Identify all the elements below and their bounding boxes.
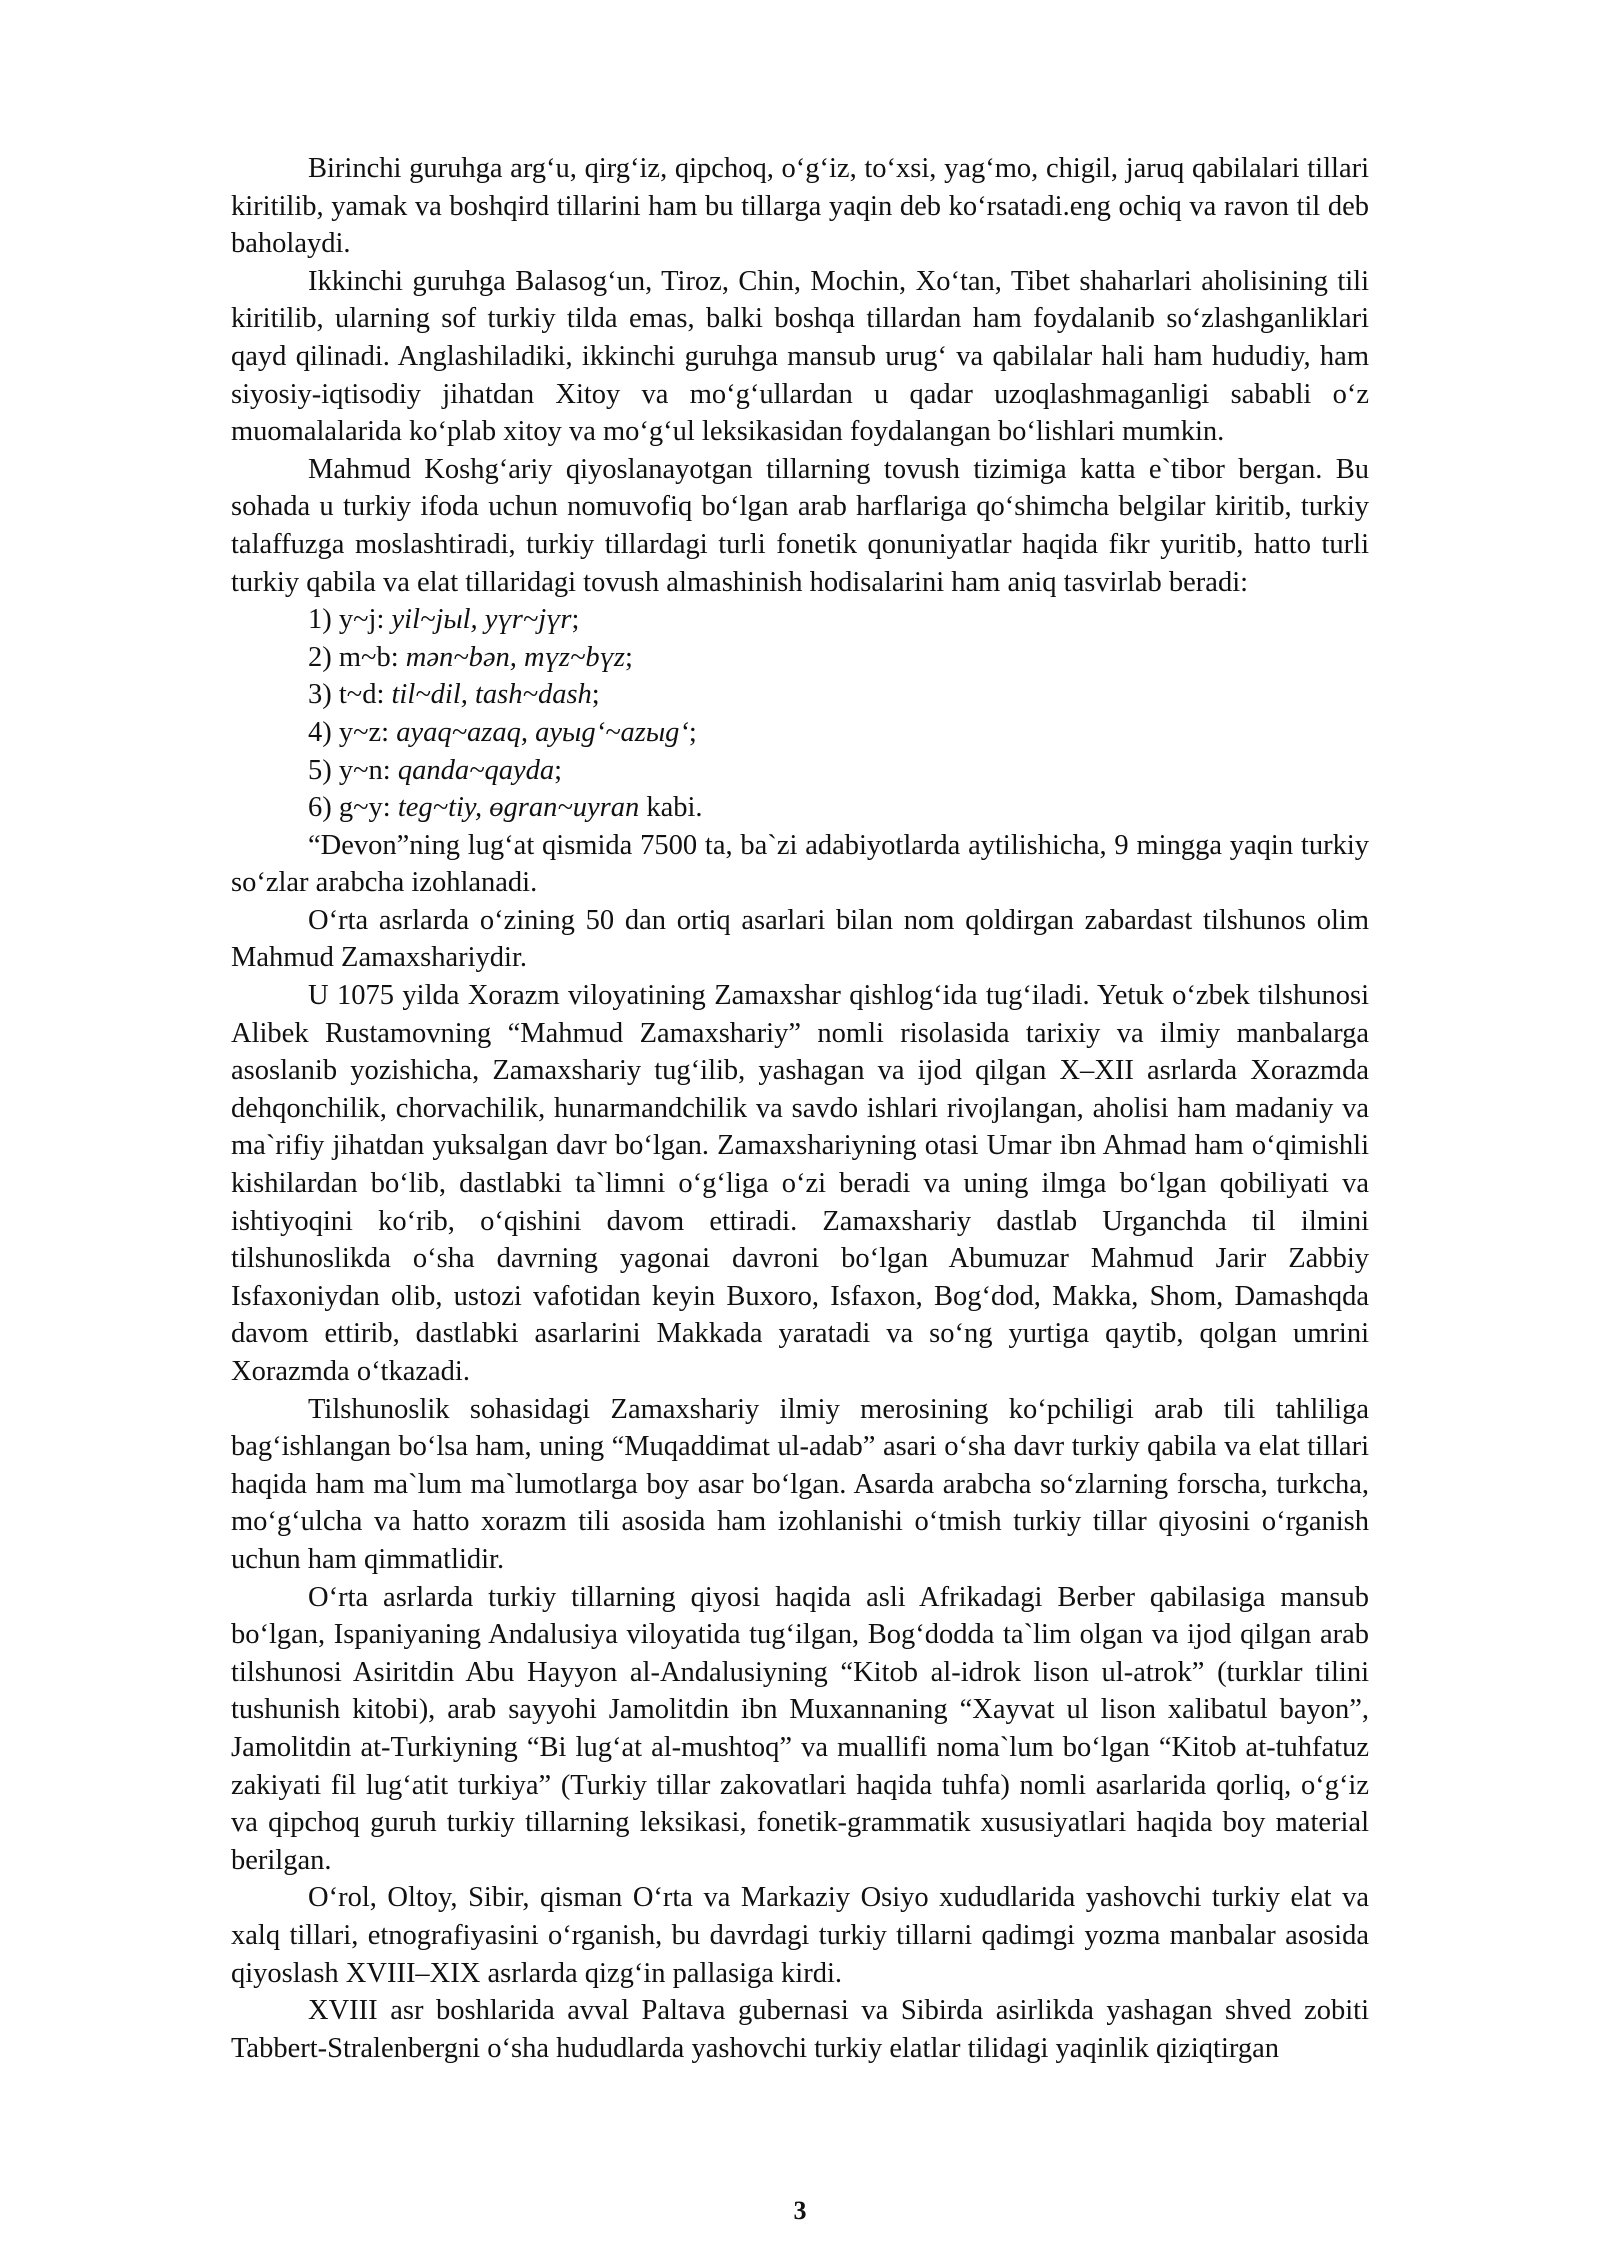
paragraph: Ikkinchi guruhga Balasog‘un, Tiroz, Chin, Mochin, Xo‘tan, Tibet shaharlari aholisining tili kiritilib, ularning sof turkiy tilda emas, balki boshqa tillardan ham foydalanib so‘zlashganliklari qayd qilinadi. Anglashiladiki, ikkinchi guruhga mansub urug‘ va qabilalar hali ham hududiy, ham siyosiy-iqtisodiy jihatdan Xitoy va mo‘g‘ullardan u qadar uzoqlashmaganligi sababli o‘z muomalalarida ko‘plab xitoy va mo‘g‘ul leksikasidan foydalangan bo‘lishlari mumkin. (231, 265, 1369, 448)
page-body (231, 150, 1369, 2067)
paragraph: XVIII asr boshlarida avval Paltava gubernasi va Sibirda asirlikda yashagan shved zobiti Tabbert-Stralenbergni o‘sha hududlarda yashovchi turkiy elatlar tilidagi yaqinlik qiziqtirgan (231, 1995, 1369, 2064)
example-label: 2) m~b: (308, 641, 406, 673)
paragraph: O‘rta asrlarda turkiy tillarning qiyosi haqida asli Afrikadagi Berber qabilasiga mansub bo‘lgan, Ispaniyaning Andalusiya viloyatida tug‘ilgan, Bog‘dodda ta`lim olgan va ijod qilgan arab tilshunosi Asiritdin Abu Hayyon al-Andalusiyning “Kitob al-idrok lison ul-atrok” (turklar tilini tushunish kitobi), arab sayyohi Jamolitdin ibn Muxannaning “Xayvat ul lison xalibatul bayon”, Jamolitdin at-Turkiyning “Bi lug‘at al-mushtoq” va muallifi noma`lum bo‘lgan “Kitob at-tuhfatuz zakiyati fil lug‘atit turkiya” (Turkiy tillar zakovatlari haqida tuhfa) nomli asarlarida qorliq, o‘g‘iz va qipchoq guruh turkiy tillarning leksikasi, fonetik-grammatik xususiyatlari haqida boy material berilgan. (231, 1581, 1369, 1876)
example-item (231, 601, 1369, 639)
example-label: 6) g~y: (308, 792, 398, 824)
paragraph: O‘rta asrlarda o‘zining 50 dan ortiq asarlari bilan nom qoldirgan zabardast tilshunos olim Mahmud Zamaxshariydir. (231, 904, 1369, 974)
example-item (231, 639, 1369, 677)
example-item (231, 714, 1369, 752)
example-item (231, 789, 1369, 827)
example-label: 3) t~d: (308, 679, 392, 711)
example-item (231, 752, 1369, 790)
example-words: til~dil, tash~dash (391, 679, 592, 711)
example-tail: ; (554, 754, 563, 786)
paragraph: Tilshunoslik sohasidagi Zamaxshariy ilmiy merosining ko‘pchiligi arab tili tahliliga bag‘ishlangan bo‘lsa ham, uning “Muqaddimat ul-adab” asari o‘sha davr turkiy qabila va elat tillari haqida ham ma`lum ma`lumotlarga boy asar bo‘lgan. Asarda arabcha so‘zlarning forscha, turkcha, mo‘g‘ulcha va hatto xorazm tili asosida ham izohlanishi o‘tmish turkiy tillar qiyosini o‘rganish uchun ham qimmatlidir. (231, 1393, 1369, 1575)
paragraph: O‘rol, Oltoy, Sibir, qisman O‘rta va Markaziy Osiyo xududlarida yashovchi turkiy elat va xalq tillari, etnografiyasini o‘rganish, bu davrdagi turkiy tillarni qadimgi yozma manbalar asosida qiyoslash XVIII–XIX asrlarda qizg‘in pallasiga kirdi. (231, 1882, 1369, 1989)
example-words: ayaq~azaq, ayыg‘~azыg‘ (396, 716, 689, 748)
example-label: 5) y~n: (308, 754, 398, 786)
example-label: 1) y~j: (308, 604, 392, 636)
example-tail: kabi. (639, 792, 703, 824)
example-tail: ; (591, 679, 600, 711)
paragraph: “Devon”ning lug‘at qismida 7500 ta, ba`zi adabiyotlarda aytilishicha, 9 mingga yaqin turkiy so‘zlar arabcha izohlanadi. (231, 829, 1369, 899)
example-tail: ; (624, 641, 633, 673)
example-words: yil~jыl, yүr~jүr (391, 604, 572, 636)
paragraph: U 1075 yilda Xorazm viloyatining Zamaxshar qishlog‘ida tug‘iladi. Yetuk o‘zbek tilshunosi Alibek Rustamovning “Mahmud Zamaxshariy” nomli risolasida tarixiy va ilmiy manbalarga asoslanib yozishicha, Zamaxshariy tug‘ilib, yashagan va ijod qilgan X–XII asrlarda Xorazmda dehqonchilik, chorvachilik, hunarmandchilik va savdo ishlari rivojlangan, aholisi ham madaniy va ma`rifiy jihatdan yuksalgan davr bo‘lgan. Zamaxshariyning otasi Umar ibn Ahmad ham o‘qimishli kishilardan bo‘lib, dastlabki ta`limni o‘g‘liga o‘zi beradi va uning ilmga bo‘lgan qobiliyati va ishtiyoqini ko‘rib, o‘qishini davom ettiradi. Zamaxshariy dastlab Urganchda til ilmini tilshunoslikda o‘sha davrning yagonai davroni bo‘lgan Abumuzar Mahmud Jarir Zabbiy Isfaxoniydan olib, ustozi vafotidan keyin Buxoro, Isfaxon, Bog‘dod, Makka, Shom, Damashqda davom ettirib, dastlabki asarlarini Makkada yaratadi va so‘ng yurtiga qaytib, qolgan umrini Xorazmda o‘tkazadi. (231, 980, 1369, 1387)
example-words: mən~bən, mүz~bүz (405, 641, 625, 673)
paragraph: Birinchi guruhga arg‘u, qirg‘iz, qipchoq, o‘g‘iz, to‘xsi, yag‘mo, chigil, jaruq qabilalari tillari kiritilib, yamak va boshqird tillarini ham bu tillarga yaqin deb ko‘rsatadi.eng ochiq va ravon til deb baholaydi. (231, 153, 1369, 260)
example-words: teg~tiy, өgran~uyran (397, 792, 640, 824)
page-number: 3 (793, 2196, 807, 2225)
example-tail: ; (571, 604, 580, 636)
example-tail: ; (688, 716, 697, 748)
example-words: qanda~qayda (397, 754, 555, 786)
paragraph: Mahmud Koshg‘ariy qiyoslanayotgan tillarning tovush tizimiga katta e`tibor bergan. Bu sohada u turkiy ifoda uchun nomuvofiq bo‘lgan arab harflariga qo‘shimcha belgilar kiritib, turkiy talaffuzga moslashtiradi, turkiy tillardagi turli fonetik qonuniyatlar haqida fikr yuritib, hatto turli turkiy qabila va elat tillaridagi tovush almashinish hodisalarini ham aniq tasvirlab beradi: (231, 453, 1369, 598)
example-label: 4) y~z: (308, 716, 397, 748)
example-item (231, 676, 1369, 714)
